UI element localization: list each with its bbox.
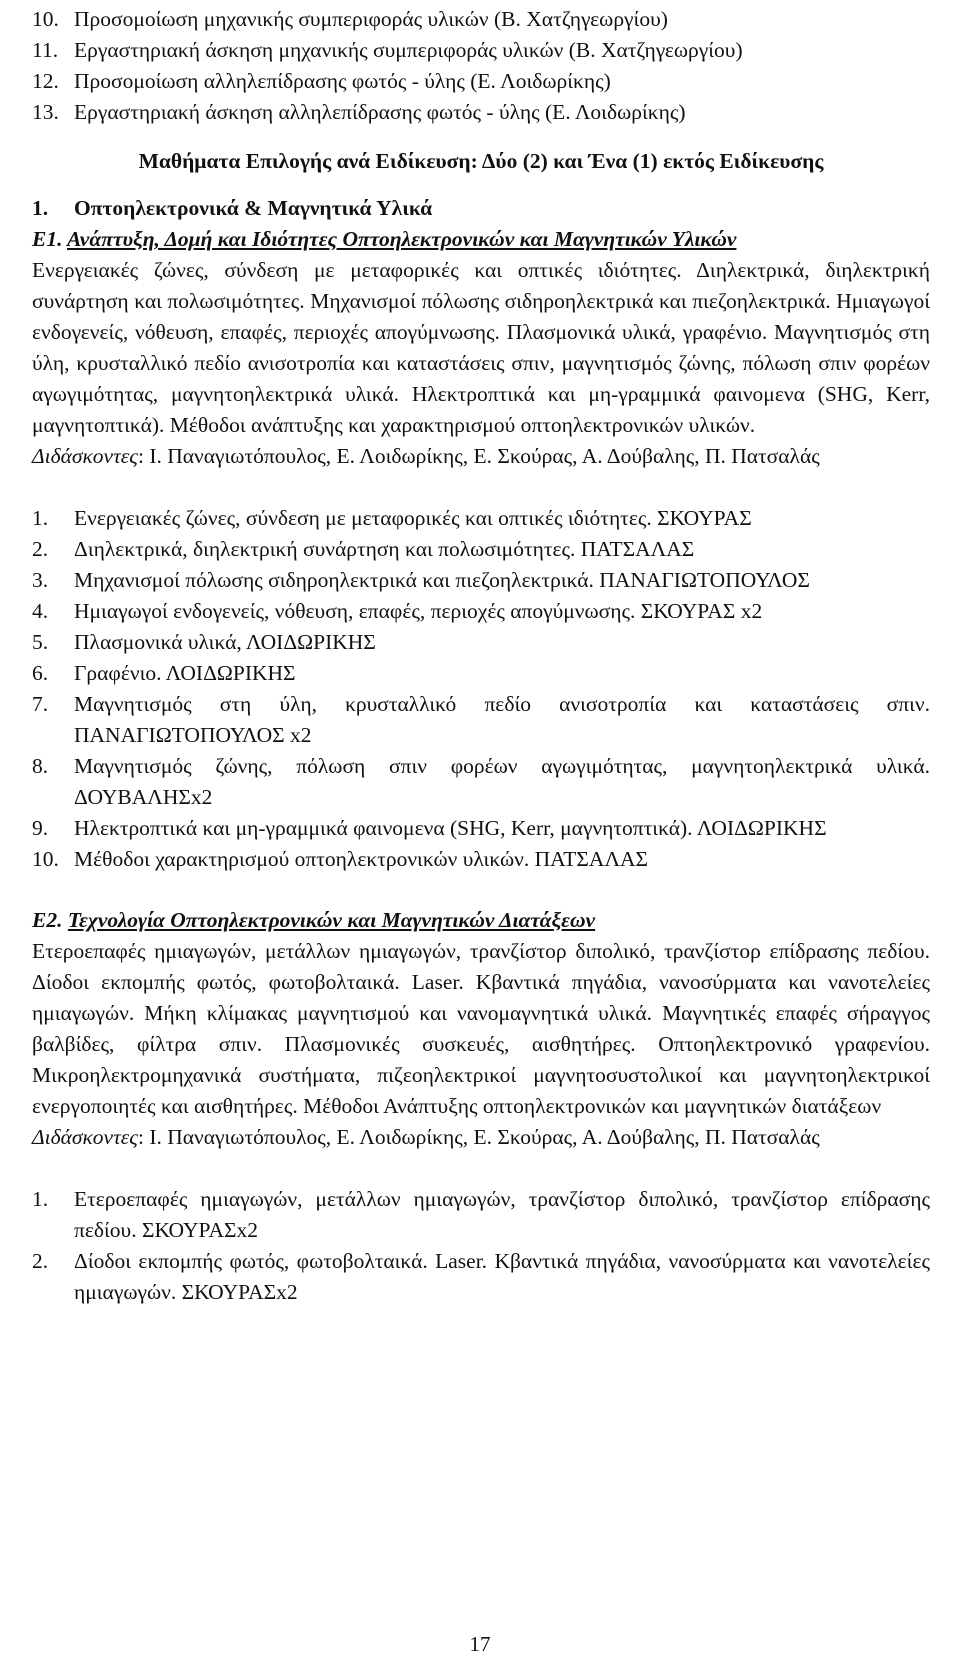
list-item-text: Δίοδοι εκπομπής φωτός, φωτοβολταικά. Laser. Κβαντικά πηγάδια, νανοσύρματα και νανοτελείες ημιαγωγών. ΣΚΟΥΡΑΣx2	[74, 1249, 930, 1304]
instructors-names: : Ι. Παναγιωτόπουλος, Ε. Λοιδωρίκης, Ε. Σκούρας, Α. Δούβαλης, Π. Πατσαλάς	[137, 444, 820, 468]
list-item-text: Προσομοίωση μηχανικής συμπεριφοράς υλικών (Β. Χατζηγεωργίου)	[74, 7, 668, 31]
course-description: Ετεροεπαφές ημιαγωγών, μετάλλων ημιαγωγών, τρανζίστορ διπολικό, τρανζίστορ επίδρασης πεδίου. Δίοδοι εκπομπής φωτός, φωτοβολταικά. Laser. Κβαντικά πηγάδια, νανοσύρματα και νανοτελείες ημιαγωγών. Μήκη κλίμακας μαγνητισμού και νανομαγνητικά υλικά. Μαγνητικές επαφές σήραγγος βαλβίδες, φίλτρα σπιν. Πλασμονικές συσκευές, αισθητήρες. Οπτοηλεκτρονικό γραφενίου. Μικροηλεκτρομηχανικά συστήματα, πιζεοηλεκτρικοί μαγνητοσυστολικοί και μαγνητοηλεκτρικοί ενεργοποιητές και αισθητήρες. Μέθοδοι Ανάπτυξης οπτοηλεκτρονικών και μαγνητικών διατάξεων	[32, 939, 930, 1118]
list-item-text: Μαγνητισμός στη ύλη, κρυσταλλικό πεδίο ανισοτροπία και καταστάσεις σπιν. ΠΑΝΑΓΙΩΤΟΠΟΥΛΟΣ x2	[74, 692, 930, 747]
list-item-text: Προσομοίωση αλληλεπίδρασης φωτός - ύλης (Ε. Λοιδωρίκης)	[74, 69, 611, 93]
list-item-number: 2.	[32, 1249, 49, 1273]
list-item	[32, 627, 930, 658]
list-item-number: 6.	[32, 661, 49, 685]
elective-heading: Μαθήματα Επιλογής ανά Ειδίκευση: Δύο (2) και Ένα (1) εκτός Ειδίκευσης	[138, 149, 824, 173]
list-item-text: Εργαστηριακή άσκηση αλληλεπίδρασης φωτός - ύλης (Ε. Λοιδωρίκης)	[74, 100, 686, 124]
list-item-text: Εργαστηριακή άσκηση μηχανικής συμπεριφοράς υλικών (Β. Χατζηγεωργίου)	[74, 38, 743, 62]
list-item-number: 13.	[32, 100, 59, 124]
list-item-number: 12.	[32, 69, 59, 93]
list-item-text: Ετεροεπαφές ημιαγωγών, μετάλλων ημιαγωγών, τρανζίστορ διπολικό, τρανζίστορ επίδρασης πεδίου. ΣΚΟΥΡΑΣx2	[74, 1187, 930, 1242]
list-item-number: 11.	[32, 38, 59, 62]
instructors	[32, 441, 930, 472]
course-title-text: Ανάπτυξη, Δομή και Ιδιότητες Οπτοηλεκτρονικών και Μαγνητικών Υλικών	[67, 227, 737, 251]
list-item	[32, 596, 930, 627]
instructors-names: : Ι. Παναγιωτόπουλος, Ε. Λοιδωρίκης, Ε. Σκούρας, Α. Δούβαλης, Π. Πατσαλάς	[137, 1125, 820, 1149]
course-title	[32, 905, 930, 936]
course-code: Ε2.	[32, 908, 63, 932]
list-item	[32, 813, 930, 844]
page-number: 17	[469, 1632, 491, 1656]
list-item-text: Ενεργειακές ζώνες, σύνδεση με μεταφορικές και οπτικές ιδιότητες. ΣΚΟΥΡΑΣ	[74, 506, 752, 530]
list-item-text: Διηλεκτρικά, διηλεκτρική συνάρτηση και πολωσιμότητες. ΠΑΤΣΑΛΑΣ	[74, 537, 695, 561]
list-item-number: 2.	[32, 537, 49, 561]
list-item	[32, 35, 930, 66]
list-item	[32, 689, 930, 751]
topic-list	[32, 503, 930, 875]
course-description: Ενεργειακές ζώνες, σύνδεση με μεταφορικές και οπτικές ιδιότητες. Διηλεκτρικά, διηλεκτρική συνάρτηση και πολωσιμότητες. Μηχανισμοί πόλωσης σιδηροηλεκτρικά και πιεζοηλεκτρικά. Ημιαγωγοί ενδογενείς, νόθευση, επαφές, περιοχές απογύμνωσης. Πλασμονικά υλικά, γραφένιο. Μαγνητισμός στη ύλη, κρυσταλλικό πεδίο ανισοτροπία και καταστάσεις σπιν, μαγνητισμός ζώνης, πόλωση σπιν φορέων αγωγιμότητας, μαγνητοηλεκτρικά υλικά. Ηλεκτροπτικά και μη-γραμμικά φαινομενα (SHG, Kerr, μαγνητοπτικά). Μέθοδοι ανάπτυξης και χαρακτηρισμού οπτοηλεκτρονικών υλικών.	[32, 258, 930, 437]
course-title	[32, 224, 930, 255]
list-item-text: Ημιαγωγοί ενδογενείς, νόθευση, επαφές, περιοχές απογύμνωσης. ΣΚΟΥΡΑΣ x2	[74, 599, 763, 623]
list-item	[32, 66, 930, 97]
list-item	[32, 565, 930, 596]
instructors	[32, 1122, 930, 1153]
course-list	[32, 4, 930, 128]
list-item-number: 4.	[32, 599, 49, 623]
list-item	[32, 534, 930, 565]
course-code: Ε1.	[32, 227, 63, 251]
list-item-number: 1.	[32, 506, 49, 530]
instructors-label: Διδάσκοντες	[32, 444, 138, 468]
topic-list	[32, 1184, 930, 1308]
list-item-number: 10.	[32, 7, 59, 31]
list-item-text: Ηλεκτροπτικά και μη-γραμμικά φαινομενα (SHG, Kerr, μαγνητοπτικά). ΛΟΙΔΩΡΙΚΗΣ	[74, 816, 827, 840]
list-item	[32, 1246, 930, 1308]
list-item-number: 9.	[32, 816, 49, 840]
list-item	[32, 97, 930, 128]
section-number: 1.	[32, 196, 49, 220]
list-item	[32, 1184, 930, 1246]
list-item-text: Μέθοδοι χαρακτηρισμού οπτοηλεκτρονικών υλικών. ΠΑΤΣΑΛΑΣ	[74, 847, 649, 871]
section-title-text: Οπτοηλεκτρονικά & Μαγνητικά Υλικά	[74, 196, 433, 220]
list-item-number: 3.	[32, 568, 49, 592]
list-item-text: Γραφένιο. ΛΟΙΔΩΡΙΚΗΣ	[74, 661, 296, 685]
list-item	[32, 503, 930, 534]
list-item-number: 10.	[32, 847, 59, 871]
list-item-number: 1.	[32, 1187, 49, 1211]
list-item-number: 5.	[32, 630, 49, 654]
list-item-number: 7.	[32, 692, 49, 716]
instructors-label: Διδάσκοντες	[32, 1125, 138, 1149]
list-item-text: Πλασμονικά υλικά, ΛΟΙΔΩΡΙΚΗΣ	[74, 630, 376, 654]
list-item	[32, 844, 930, 875]
list-item	[32, 751, 930, 813]
section-title	[32, 193, 930, 224]
list-item	[32, 4, 930, 35]
list-item	[32, 658, 930, 689]
list-item-text: Μηχανισμοί πόλωσης σιδηροηλεκτρικά και πιεζοηλεκτρικά. ΠΑΝΑΓΙΩΤΟΠΟΥΛΟΣ	[74, 568, 810, 592]
document-page	[32, 0, 930, 1308]
course-title-text: Τεχνολογία Οπτοηλεκτρονικών και Μαγνητικών Διατάξεων	[67, 908, 596, 932]
list-item-number: 8.	[32, 754, 49, 778]
list-item-text: Μαγνητισμός ζώνης, πόλωση σπιν φορέων αγωγιμότητας, μαγνητοηλεκτρικά υλικά. ΔΟΥΒΑΛΗΣx2	[74, 754, 930, 809]
